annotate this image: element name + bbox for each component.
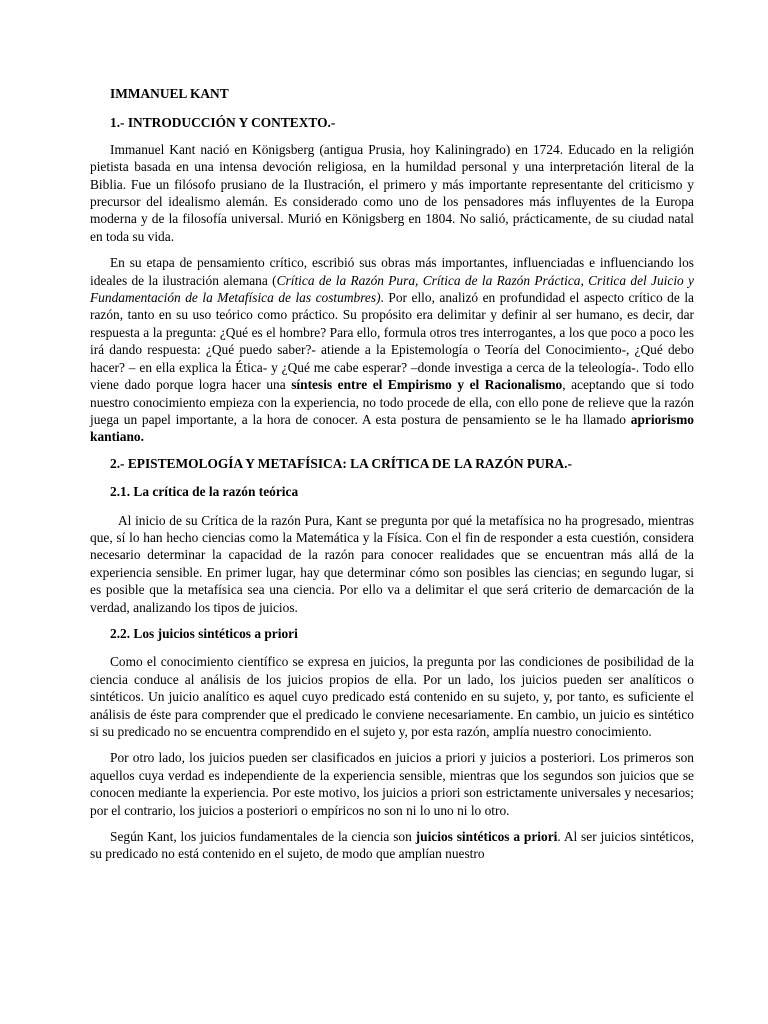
document-page <box>90 85 694 863</box>
paragraph-text: . Al ser juicios sintéticos, su predicado no está contenido en el sujeto, de modo que amplían nuestro <box>90 829 694 862</box>
paragraph-text: Según Kant, los juicios fundamentales de la ciencia son <box>110 829 416 845</box>
subsection-2-1-heading: 2.1. La crítica de la razón teórica <box>110 484 299 500</box>
subsection-2-2-heading: 2.2. Los juicios sintéticos a priori <box>110 625 298 641</box>
section-1-heading: 1.- INTRODUCCIÓN Y CONTEXTO.- <box>110 115 336 131</box>
section-1-paragraph-2 <box>90 254 694 445</box>
emphasis-juicios-sinteticos: juicios sintéticos a priori <box>415 829 558 845</box>
document-title: IMMANUEL KANT <box>110 86 229 101</box>
section-1-paragraph-1: Immanuel Kant nació en Königsberg (antigua Prusia, hoy Kaliningrado) en 1724. Educado en la religión pietista basada en una intensa devoción religiosa, en la humildad personal y una interpretación literal de la Biblia. Fue un filósofo prusiano de la Ilustración, el primero y más importante representante del criticismo y precursor del idealismo alemán. Es considerado como uno de los pensadores más influyentes de la Europa moderna y de la filosofía universal. Murió en Königsberg en 1804. No salió, prácticamente, de su ciudad natal en toda su vida. <box>90 141 694 244</box>
paragraph-text: . Por ello, analizó en profundidad el aspecto crítico de la razón, tanto en su uso teórico como práctico. Su propósito era delimitar y definir al ser humano, es decir, dar respuesta a la pregunta: ¿Qué es el hombre? Para ello, formula otros tres interrogantes, a los que poco a poco les irá dando respuesta: ¿Qué puedo saber?- atiende a la Epistemología o Teoría del Conocimiento-, ¿Qué debo hacer? – en ella explica la Ética- y ¿Qué me cabe esperar? –donde investiga a cerca de la teleología-. Todo ello viene dado porque logra hacer una <box>90 290 694 393</box>
subsection-2-1-paragraph-1: Al inicio de su Crítica de la razón Pura, Kant se pregunta por qué la metafísica no ha progresado, mientras que, sí lo han hecho ciencias como la Matemática y la Física. Con el fin de responder a esta cuestión, considera necesario determinar la capacidad de la razón para conocer realidades que se encuentran más allá de la experiencia sensible. En primer lugar, hay que determinar cómo son posibles las ciencias; en segundo lugar, si es posible que la metafísica sea una ciencia. Por ello va a delimitar el que será criterio de demarcación de la verdad, analizando los tipos de juicios. <box>90 512 694 615</box>
paragraph-text: En su etapa de pensamiento crítico, escribió sus obras más importantes, influenciadas e influenciando los ideales de la ilustración alemana ( <box>90 255 694 288</box>
subsection-2-2-paragraph-1: Como el conocimiento científico se expresa en juicios, la pregunta por las condiciones de posibilidad de la ciencia conduce al análisis de los juicios propios de ella. Por un lado, los juicios pueden ser analíticos o sintéticos. Un juicio analítico es aquel cuyo predicado está contenido en su sujeto, y, por tanto, es suficiente el análisis de éste para comprender que el predicado le conviene necesariamente. En cambio, un juicio es sintético si su predicado no se encuentra comprendido en el sujeto y, por esta razón, amplía nuestro conocimiento. <box>90 654 694 739</box>
section-2-heading: 2.- EPISTEMOLOGÍA Y METAFÍSICA: LA CRÍTICA DE LA RAZÓN PURA.- <box>110 455 572 471</box>
works-list: Crítica de la Razón Pura, Crítica de la Razón Práctica, Critica del Juicio y Fundamentación de la Metafísica de las costumbres) <box>90 272 694 306</box>
subsection-2-2-paragraph-3 <box>90 828 694 863</box>
subsection-2-2-paragraph-2: Por otro lado, los juicios pueden ser clasificados en juicios a priori y juicios a posteriori. Los primeros son aquellos cuya verdad es independiente de la experiencia sensible, mientras que los segundos son juicios que se conocen mediante la experiencia. Por este motivo, los juicios a priori son estrictamente universales y necesarios; por el contrario, los juicios a posteriori o empíricos no son ni lo uno ni lo otro. <box>90 750 694 818</box>
paragraph-text: , aceptando que si todo nuestro conocimiento empieza con la experiencia, no todo procede de ella, con ello pone de relieve que la razón juega un papel importante, a la hora de conocer. A esta postura de pensamiento se le ha llamado <box>90 377 694 427</box>
emphasis-synthesis: síntesis entre el Empirismo y el Racionalismo <box>291 377 563 393</box>
emphasis-apriorismo: apriorismo kantiano. <box>90 411 694 445</box>
